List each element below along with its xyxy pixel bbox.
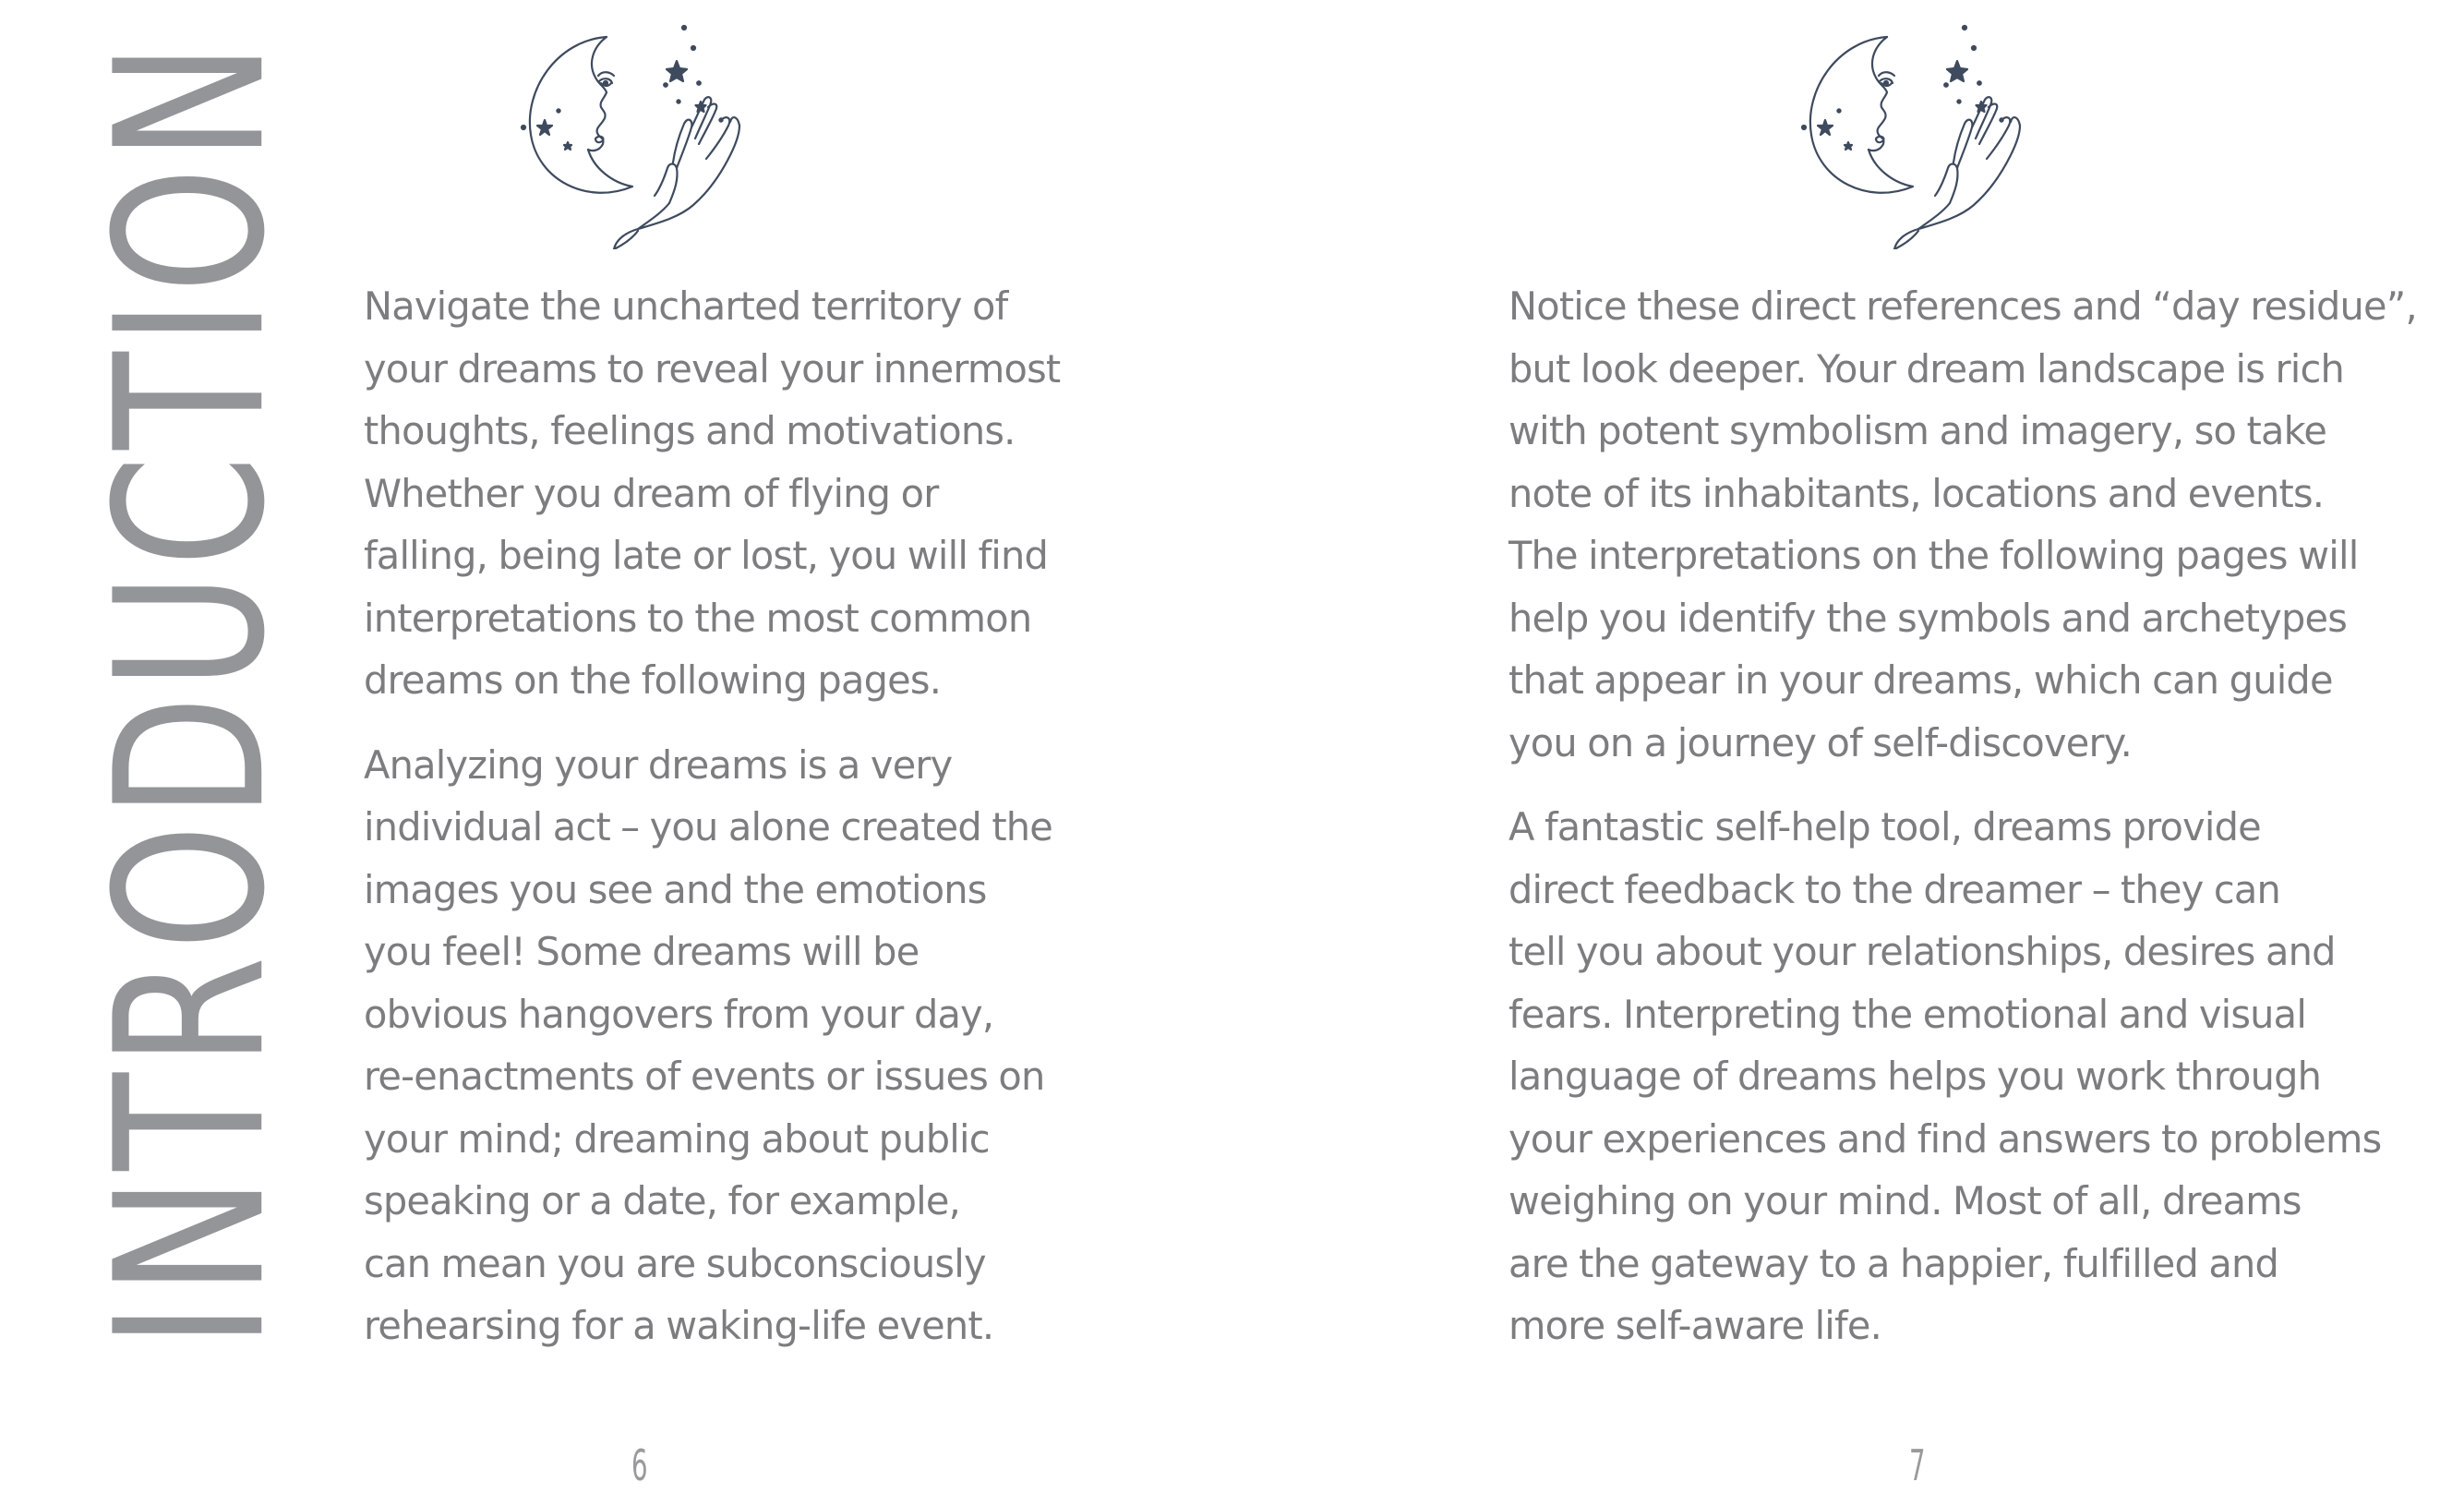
paragraph: Navigate the uncharted territory of your dreams to reveal your innermost thoughts, feelings and motivations. Whether you dream of flying or falling, being late or lost, you will find interpretations to the most common dreams on the following pages. [364,283,1061,703]
crescent-moon-hand-icon [503,24,762,249]
right-page [1232,0,2463,1494]
paragraph: Notice these direct references and “day residue”, but look deeper. Your dream landscape is rich with potent symbolism and imagery, so take note of its inhabitants, locations and events. The interpretations on the following pages will help you identify the symbols and archetypes that appear in your dreams, which can guide you on a journey of self-discovery. [1508,283,2417,765]
paragraph: Analyzing your dreams is a very individual act – you alone created the images you see and the emotions you feel! Some dreams will be obvious hangovers from your day, re-enactments of events or issues on your mind; dreaming about public speaking or a date, for example, can mean you are subconsciously rehearsing for a waking-life event. [364,741,1053,1348]
paragraph: A fantastic self-help tool, dreams provide direct feedback to the dreamer – they can tell you about your relationships, desires and fears. Interpreting the emotional and visual language of dreams helps you work through your experiences and find answers to problems weighing on your mind. Most of all, dreams are the gateway to a happier, fulfilled and more self-aware life. [1508,804,2382,1348]
section-title [72,36,311,1349]
body-text [364,275,1185,1380]
crescent-moon-hand-icon [1784,24,2042,249]
section-title-text: INTRODUCTION [72,36,311,1349]
page-number: 6 [631,1440,648,1490]
page-number: 7 [1909,1440,1926,1490]
body-text [1508,275,2441,1380]
